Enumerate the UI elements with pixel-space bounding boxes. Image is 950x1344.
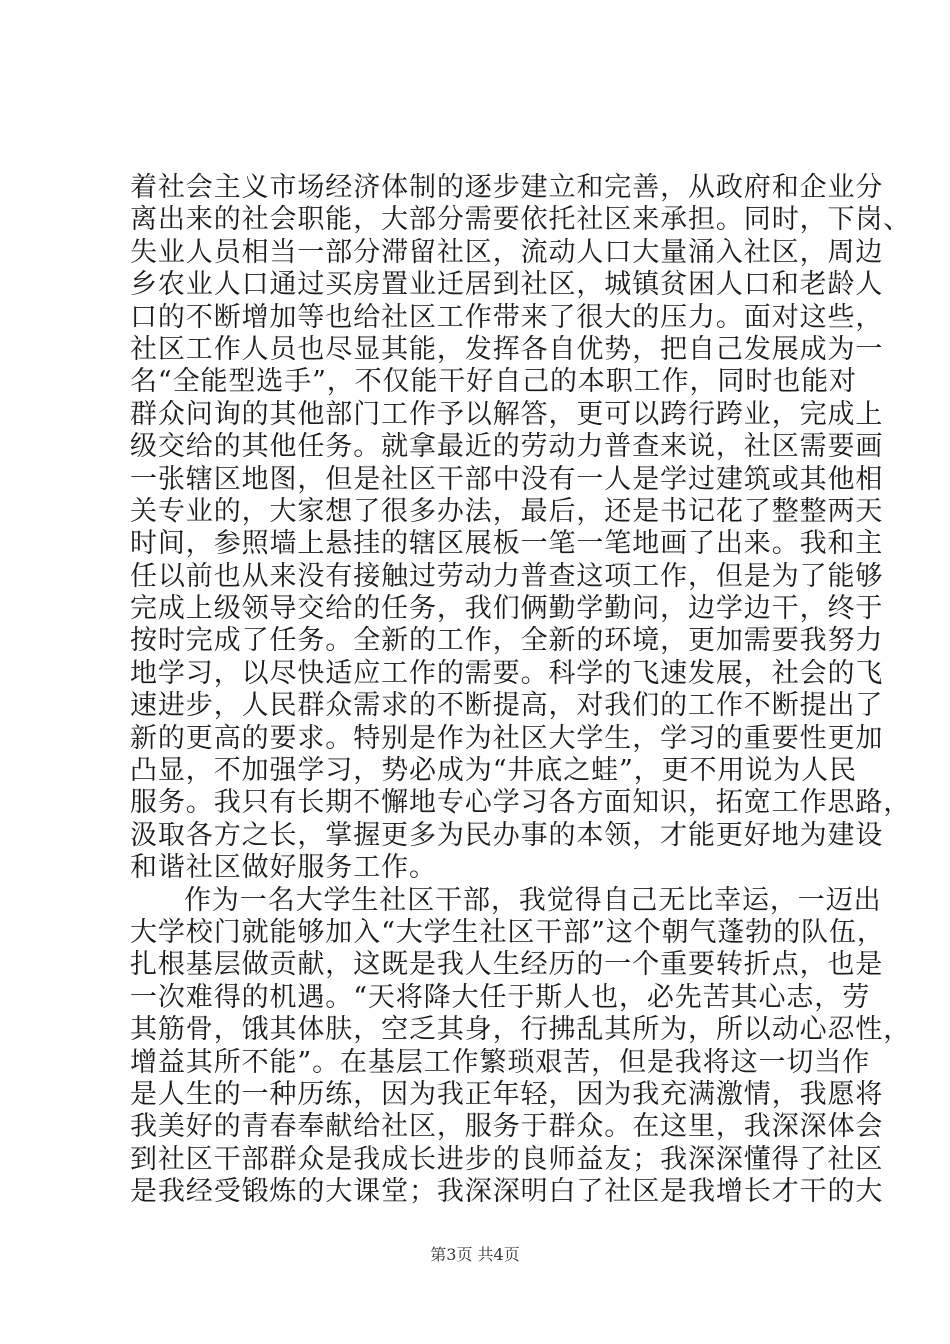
text-line: 是人生的一种历练，因为我正年轻，因为我充满激情，我愿将: [130, 1078, 884, 1110]
text-line: 关专业的，大家想了很多办法，最后，还是书记花了整整两天: [130, 495, 884, 527]
text-line: 是我经受锻炼的大课堂；我深深明白了社区是我增长才干的大: [130, 1176, 884, 1208]
text-line: 一张辖区地图，但是社区干部中没有一人是学过建筑或其他相: [130, 463, 884, 495]
text-line: 群众问询的其他部门工作予以解答，更可以跨行跨业，完成上: [130, 398, 884, 430]
text-line: 级交给的其他任务。就拿最近的劳动力普查来说，社区需要画: [130, 431, 884, 463]
text-line: 大学校门就能够加入“大学生社区干部”这个朝气蓬勃的队伍，: [130, 916, 885, 948]
text-line: 社区工作人员也尽显其能，发挥各自优势，把自己发展成为一: [130, 333, 884, 365]
text-line: 名“全能型选手”，不仅能干好自己的本职工作，同时也能对: [130, 366, 857, 398]
text-line: 其筋骨，饿其体肤，空乏其身，行拂乱其所为，所以动心忍性，: [130, 1014, 912, 1046]
text-line: 新的更高的要求。特别是作为社区大学生，学习的重要性更加: [130, 722, 884, 754]
text-line: 时间，参照墙上悬挂的辖区展板一笔一笔地画了出来。我和主: [130, 528, 884, 560]
paragraph-1: [130, 172, 912, 885]
text-line: 一次难得的机遇。“天将降大任于斯人也，必先苦其心志，劳: [130, 981, 871, 1013]
text-line: 完成上级领导交给的任务，我们俩勤学勤问，边学边干，终于: [130, 593, 884, 625]
text-line: 服务。我只有长期不懈地专心学习各方面知识，拓宽工作思路，: [130, 787, 912, 819]
text-line: 乡农业人口通过买房置业迁居到社区，城镇贫困人口和老龄人: [130, 269, 884, 301]
text-line: 增益其所不能”。在基层工作繁琐艰苦，但是我将这一切当作: [130, 1046, 871, 1078]
paragraph-2: [130, 884, 912, 1209]
text-line: 按时完成了任务。全新的工作，全新的环境，更加需要我努力: [130, 625, 884, 657]
text-line: 离出来的社会职能，大部分需要依托社区来承担。同时，下岗、: [130, 204, 912, 236]
text-line: 地学习，以尽快适应工作的需要。科学的飞速发展，社会的飞: [130, 657, 884, 689]
document-body: [130, 172, 912, 1209]
page-number-footer: 第3页 共4页: [430, 1245, 520, 1264]
text-line-indented: 作为一名大学生社区干部，我觉得自己无比幸运，一迈出: [184, 884, 882, 916]
text-line: 扎根基层做贡献，这既是我人生经历的一个重要转折点，也是: [130, 949, 884, 981]
text-line: 速进步，人民群众需求的不断提高，对我们的工作不断提出了: [130, 690, 884, 722]
text-line: 凸显，不加强学习，势必成为“井底之蛙”，更不用说为人民: [130, 755, 857, 787]
text-line: 着社会主义市场经济体制的逐步建立和完善，从政府和企业分: [130, 172, 884, 203]
text-line: 到社区干部群众是我成长进步的良师益友；我深深懂得了社区: [130, 1143, 884, 1175]
text-line: 我美好的青春奉献给社区，服务于群众。在这里，我深深体会: [130, 1111, 884, 1143]
text-line: 口的不断增加等也给社区工作带来了很大的压力。面对这些，: [130, 301, 884, 333]
text-line: 任以前也从来没有接触过劳动力普查这项工作，但是为了能够: [130, 560, 884, 592]
text-line: 和谐社区做好服务工作。: [130, 852, 437, 884]
text-line: 汲取各方之长，掌握更多为民办事的本领，才能更好地为建设: [130, 819, 884, 851]
text-line: 失业人员相当一部分滞留社区，流动人口大量涌入社区，周边: [130, 236, 884, 268]
